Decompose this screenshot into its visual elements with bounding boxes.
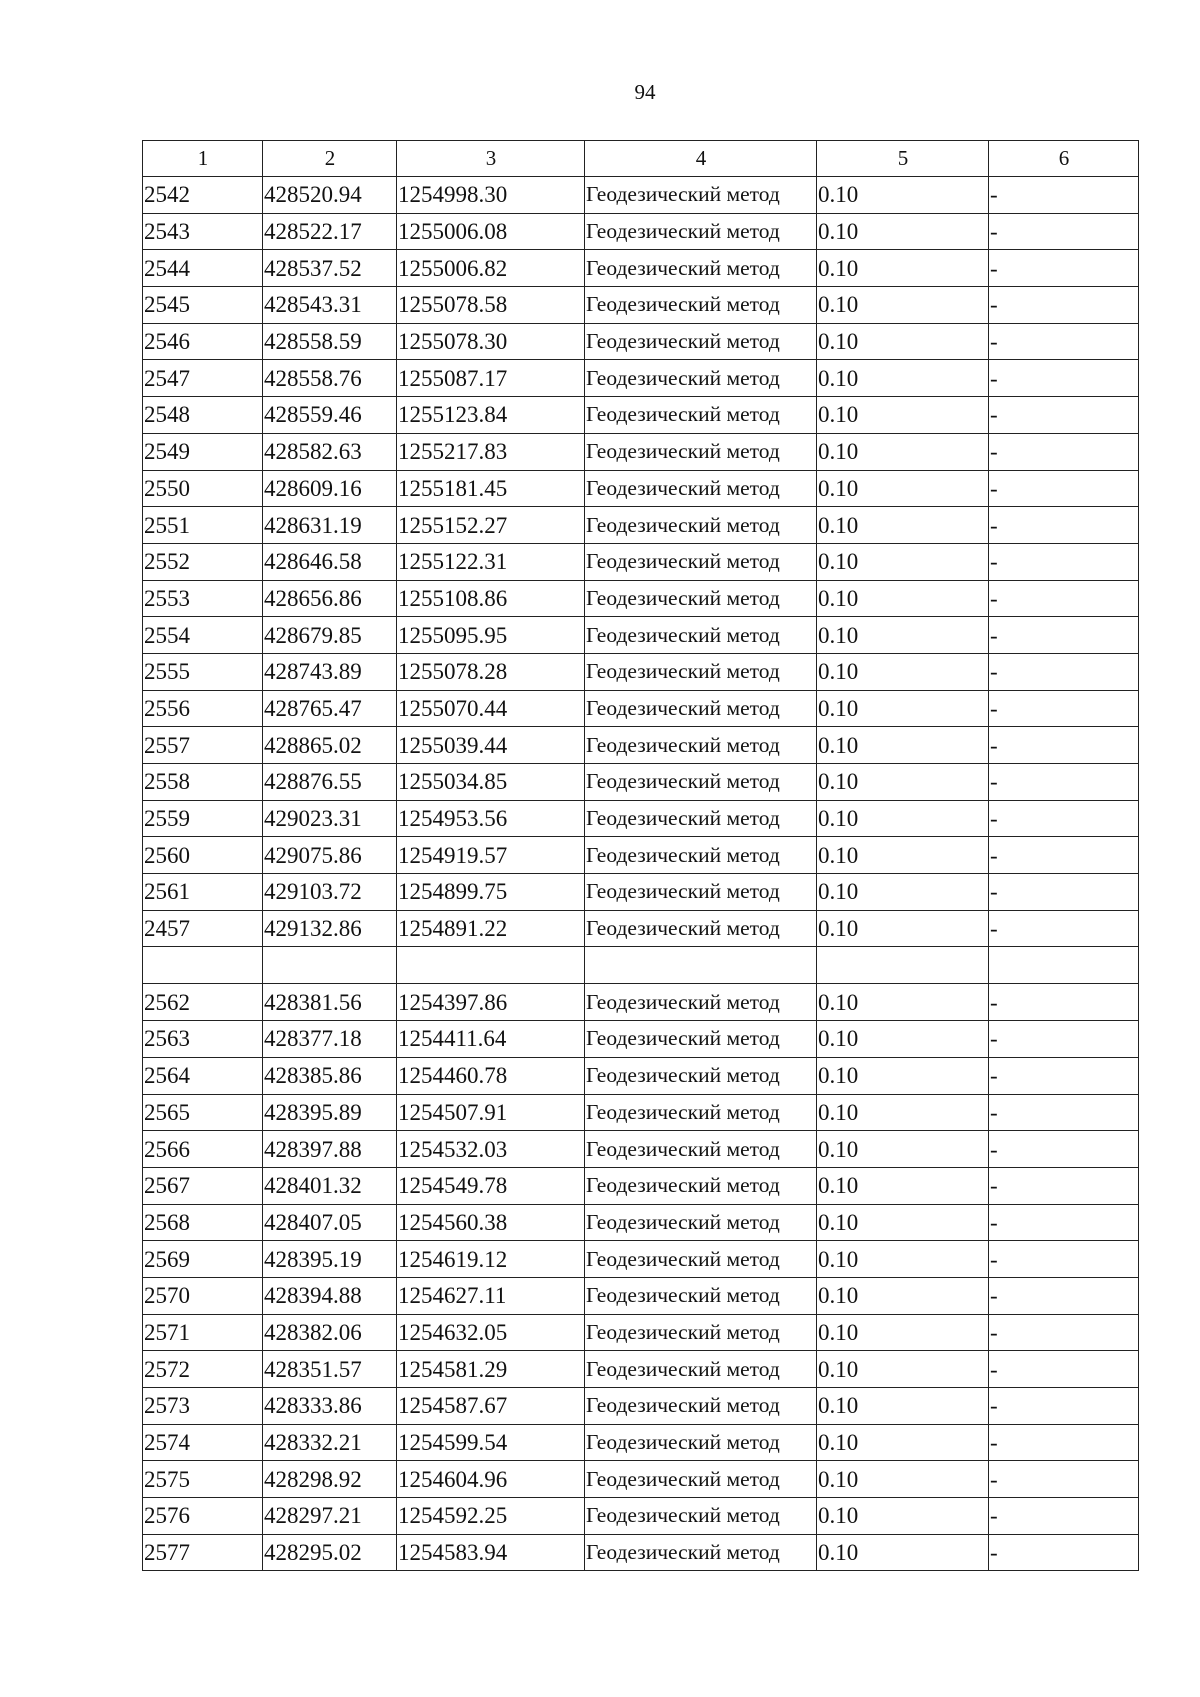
point-number-cell: 2548	[143, 397, 263, 434]
table-row	[143, 837, 1139, 874]
x-coordinate-cell: 429075.86	[263, 837, 397, 874]
point-number-cell: 2568	[143, 1204, 263, 1241]
x-coordinate-cell: 428679.85	[263, 617, 397, 654]
table-row	[143, 984, 1139, 1021]
point-number-cell: 2572	[143, 1351, 263, 1388]
accuracy-cell: 0.10	[817, 1534, 989, 1571]
y-coordinate-cell: 1255087.17	[397, 360, 585, 397]
method-cell: Геодезический метод	[585, 1241, 817, 1278]
y-coordinate-cell: 1255006.08	[397, 213, 585, 250]
note-cell: -	[989, 984, 1139, 1021]
empty-cell	[397, 947, 585, 984]
point-number-cell: 2571	[143, 1314, 263, 1351]
y-coordinate-cell: 1255078.28	[397, 653, 585, 690]
empty-cell	[143, 947, 263, 984]
point-number-cell: 2561	[143, 874, 263, 911]
method-cell: Геодезический метод	[585, 250, 817, 287]
point-number-cell: 2563	[143, 1021, 263, 1058]
point-number-cell: 2557	[143, 727, 263, 764]
accuracy-cell: 0.10	[817, 727, 989, 764]
x-coordinate-cell: 428631.19	[263, 507, 397, 544]
note-cell: -	[989, 1167, 1139, 1204]
note-cell: -	[989, 1424, 1139, 1461]
note-cell: -	[989, 1534, 1139, 1571]
point-number-cell: 2576	[143, 1498, 263, 1535]
empty-cell	[817, 947, 989, 984]
x-coordinate-cell: 428395.19	[263, 1241, 397, 1278]
group-separator-row	[143, 947, 1139, 984]
table-row	[143, 397, 1139, 434]
x-coordinate-cell: 428351.57	[263, 1351, 397, 1388]
y-coordinate-cell: 1255181.45	[397, 470, 585, 507]
accuracy-cell: 0.10	[817, 360, 989, 397]
y-coordinate-cell: 1254919.57	[397, 837, 585, 874]
note-cell: -	[989, 1241, 1139, 1278]
method-cell: Геодезический метод	[585, 1461, 817, 1498]
accuracy-cell: 0.10	[817, 397, 989, 434]
y-coordinate-cell: 1254592.25	[397, 1498, 585, 1535]
point-number-cell: 2544	[143, 250, 263, 287]
y-coordinate-cell: 1255108.86	[397, 580, 585, 617]
method-cell: Геодезический метод	[585, 617, 817, 654]
accuracy-cell: 0.10	[817, 507, 989, 544]
accuracy-cell: 0.10	[817, 874, 989, 911]
method-cell: Геодезический метод	[585, 1204, 817, 1241]
note-cell: -	[989, 910, 1139, 947]
method-cell: Геодезический метод	[585, 177, 817, 214]
x-coordinate-cell: 428298.92	[263, 1461, 397, 1498]
x-coordinate-cell: 428537.52	[263, 250, 397, 287]
note-cell: -	[989, 1057, 1139, 1094]
note-cell: -	[989, 1204, 1139, 1241]
method-cell: Геодезический метод	[585, 653, 817, 690]
note-cell: -	[989, 507, 1139, 544]
empty-cell	[585, 947, 817, 984]
y-coordinate-cell: 1254604.96	[397, 1461, 585, 1498]
empty-cell	[989, 947, 1139, 984]
method-cell: Геодезический метод	[585, 1314, 817, 1351]
accuracy-cell: 0.10	[817, 1241, 989, 1278]
accuracy-cell: 0.10	[817, 1277, 989, 1314]
point-number-cell: 2551	[143, 507, 263, 544]
y-coordinate-cell: 1255070.44	[397, 690, 585, 727]
y-coordinate-cell: 1255217.83	[397, 433, 585, 470]
method-cell: Геодезический метод	[585, 323, 817, 360]
header-row	[143, 141, 1139, 177]
x-coordinate-cell: 428865.02	[263, 727, 397, 764]
method-cell: Геодезический метод	[585, 1388, 817, 1425]
x-coordinate-cell: 428395.89	[263, 1094, 397, 1131]
point-number-cell: 2575	[143, 1461, 263, 1498]
x-coordinate-cell: 428407.05	[263, 1204, 397, 1241]
accuracy-cell: 0.10	[817, 1094, 989, 1131]
method-cell: Геодезический метод	[585, 910, 817, 947]
accuracy-cell: 0.10	[817, 323, 989, 360]
note-cell: -	[989, 837, 1139, 874]
column-header-5: 5	[817, 141, 989, 177]
point-number-cell: 2570	[143, 1277, 263, 1314]
y-coordinate-cell: 1254411.64	[397, 1021, 585, 1058]
method-cell: Геодезический метод	[585, 1424, 817, 1461]
x-coordinate-cell: 428397.88	[263, 1131, 397, 1168]
y-coordinate-cell: 1254599.54	[397, 1424, 585, 1461]
point-number-cell: 2566	[143, 1131, 263, 1168]
accuracy-cell: 0.10	[817, 580, 989, 617]
x-coordinate-cell: 428559.46	[263, 397, 397, 434]
method-cell: Геодезический метод	[585, 470, 817, 507]
table-row	[143, 727, 1139, 764]
table-row	[143, 1094, 1139, 1131]
y-coordinate-cell: 1254507.91	[397, 1094, 585, 1131]
accuracy-cell: 0.10	[817, 543, 989, 580]
note-cell: -	[989, 617, 1139, 654]
x-coordinate-cell: 428377.18	[263, 1021, 397, 1058]
x-coordinate-cell: 428333.86	[263, 1388, 397, 1425]
method-cell: Геодезический метод	[585, 764, 817, 801]
method-cell: Геодезический метод	[585, 837, 817, 874]
x-coordinate-cell: 428743.89	[263, 653, 397, 690]
y-coordinate-cell: 1255095.95	[397, 617, 585, 654]
y-coordinate-cell: 1254532.03	[397, 1131, 585, 1168]
table-row	[143, 1204, 1139, 1241]
x-coordinate-cell: 429132.86	[263, 910, 397, 947]
accuracy-cell: 0.10	[817, 1388, 989, 1425]
x-coordinate-cell: 428765.47	[263, 690, 397, 727]
note-cell: -	[989, 1277, 1139, 1314]
column-header-6: 6	[989, 141, 1139, 177]
method-cell: Геодезический метод	[585, 800, 817, 837]
x-coordinate-cell: 428558.76	[263, 360, 397, 397]
accuracy-cell: 0.10	[817, 470, 989, 507]
empty-cell	[263, 947, 397, 984]
y-coordinate-cell: 1254627.11	[397, 1277, 585, 1314]
page-number: 94	[634, 80, 656, 104]
table-row	[143, 360, 1139, 397]
method-cell: Геодезический метод	[585, 1057, 817, 1094]
method-cell: Геодезический метод	[585, 874, 817, 911]
method-cell: Геодезический метод	[585, 1351, 817, 1388]
table-row	[143, 617, 1139, 654]
method-cell: Геодезический метод	[585, 1534, 817, 1571]
point-number-cell: 2552	[143, 543, 263, 580]
note-cell: -	[989, 800, 1139, 837]
accuracy-cell: 0.10	[817, 287, 989, 324]
point-number-cell: 2457	[143, 910, 263, 947]
accuracy-cell: 0.10	[817, 764, 989, 801]
column-header-1: 1	[143, 141, 263, 177]
table-row	[143, 764, 1139, 801]
x-coordinate-cell: 428394.88	[263, 1277, 397, 1314]
method-cell: Геодезический метод	[585, 360, 817, 397]
table-body	[143, 177, 1139, 1571]
accuracy-cell: 0.10	[817, 984, 989, 1021]
method-cell: Геодезический метод	[585, 690, 817, 727]
table-row	[143, 287, 1139, 324]
point-number-cell: 2553	[143, 580, 263, 617]
note-cell: -	[989, 177, 1139, 214]
x-coordinate-cell: 428558.59	[263, 323, 397, 360]
accuracy-cell: 0.10	[817, 213, 989, 250]
y-coordinate-cell: 1255078.30	[397, 323, 585, 360]
accuracy-cell: 0.10	[817, 617, 989, 654]
note-cell: -	[989, 360, 1139, 397]
point-number-cell: 2564	[143, 1057, 263, 1094]
accuracy-cell: 0.10	[817, 837, 989, 874]
table-row	[143, 1461, 1139, 1498]
y-coordinate-cell: 1254891.22	[397, 910, 585, 947]
table-row	[143, 1424, 1139, 1461]
method-cell: Геодезический метод	[585, 1131, 817, 1168]
y-coordinate-cell: 1254581.29	[397, 1351, 585, 1388]
table-row	[143, 1351, 1139, 1388]
point-number-cell: 2543	[143, 213, 263, 250]
y-coordinate-cell: 1255123.84	[397, 397, 585, 434]
x-coordinate-cell: 428646.58	[263, 543, 397, 580]
x-coordinate-cell: 428385.86	[263, 1057, 397, 1094]
accuracy-cell: 0.10	[817, 1204, 989, 1241]
table-row	[143, 800, 1139, 837]
note-cell: -	[989, 690, 1139, 727]
note-cell: -	[989, 874, 1139, 911]
column-header-2: 2	[263, 141, 397, 177]
y-coordinate-cell: 1254560.38	[397, 1204, 585, 1241]
note-cell: -	[989, 1314, 1139, 1351]
table-row	[143, 1277, 1139, 1314]
y-coordinate-cell: 1255122.31	[397, 543, 585, 580]
column-header-4: 4	[585, 141, 817, 177]
point-number-cell: 2574	[143, 1424, 263, 1461]
table-row	[143, 507, 1139, 544]
x-coordinate-cell: 428401.32	[263, 1167, 397, 1204]
x-coordinate-cell: 428543.31	[263, 287, 397, 324]
method-cell: Геодезический метод	[585, 1498, 817, 1535]
coordinates-table	[142, 140, 1139, 1571]
table-row	[143, 1388, 1139, 1425]
table-row	[143, 323, 1139, 360]
note-cell: -	[989, 764, 1139, 801]
x-coordinate-cell: 428520.94	[263, 177, 397, 214]
note-cell: -	[989, 470, 1139, 507]
y-coordinate-cell: 1254899.75	[397, 874, 585, 911]
y-coordinate-cell: 1254460.78	[397, 1057, 585, 1094]
note-cell: -	[989, 1388, 1139, 1425]
point-number-cell: 2556	[143, 690, 263, 727]
y-coordinate-cell: 1255006.82	[397, 250, 585, 287]
table-row	[143, 1534, 1139, 1571]
note-cell: -	[989, 653, 1139, 690]
method-cell: Геодезический метод	[585, 580, 817, 617]
note-cell: -	[989, 543, 1139, 580]
table-header	[143, 141, 1139, 177]
point-number-cell: 2558	[143, 764, 263, 801]
note-cell: -	[989, 580, 1139, 617]
y-coordinate-cell: 1254397.86	[397, 984, 585, 1021]
y-coordinate-cell: 1255152.27	[397, 507, 585, 544]
accuracy-cell: 0.10	[817, 1167, 989, 1204]
note-cell: -	[989, 1351, 1139, 1388]
method-cell: Геодезический метод	[585, 507, 817, 544]
accuracy-cell: 0.10	[817, 1351, 989, 1388]
point-number-cell: 2559	[143, 800, 263, 837]
accuracy-cell: 0.10	[817, 250, 989, 287]
point-number-cell: 2560	[143, 837, 263, 874]
table-row	[143, 910, 1139, 947]
x-coordinate-cell: 428656.86	[263, 580, 397, 617]
method-cell: Геодезический метод	[585, 984, 817, 1021]
table-row	[143, 543, 1139, 580]
y-coordinate-cell: 1254998.30	[397, 177, 585, 214]
y-coordinate-cell: 1254549.78	[397, 1167, 585, 1204]
table-row	[143, 1498, 1139, 1535]
table-row	[143, 1131, 1139, 1168]
method-cell: Геодезический метод	[585, 1094, 817, 1131]
x-coordinate-cell: 428522.17	[263, 213, 397, 250]
column-header-3: 3	[397, 141, 585, 177]
table-row	[143, 1167, 1139, 1204]
accuracy-cell: 0.10	[817, 1314, 989, 1351]
method-cell: Геодезический метод	[585, 213, 817, 250]
method-cell: Геодезический метод	[585, 433, 817, 470]
accuracy-cell: 0.10	[817, 433, 989, 470]
y-coordinate-cell: 1254587.67	[397, 1388, 585, 1425]
note-cell: -	[989, 287, 1139, 324]
point-number-cell: 2565	[143, 1094, 263, 1131]
y-coordinate-cell: 1254583.94	[397, 1534, 585, 1571]
accuracy-cell: 0.10	[817, 1021, 989, 1058]
table-row	[143, 690, 1139, 727]
accuracy-cell: 0.10	[817, 1461, 989, 1498]
method-cell: Геодезический метод	[585, 1021, 817, 1058]
y-coordinate-cell: 1254619.12	[397, 1241, 585, 1278]
point-number-cell: 2546	[143, 323, 263, 360]
y-coordinate-cell: 1255034.85	[397, 764, 585, 801]
note-cell: -	[989, 433, 1139, 470]
accuracy-cell: 0.10	[817, 653, 989, 690]
x-coordinate-cell: 429023.31	[263, 800, 397, 837]
method-cell: Геодезический метод	[585, 1277, 817, 1314]
point-number-cell: 2550	[143, 470, 263, 507]
note-cell: -	[989, 250, 1139, 287]
method-cell: Геодезический метод	[585, 287, 817, 324]
point-number-cell: 2573	[143, 1388, 263, 1425]
x-coordinate-cell: 428381.56	[263, 984, 397, 1021]
table-row	[143, 433, 1139, 470]
note-cell: -	[989, 397, 1139, 434]
table-row	[143, 213, 1139, 250]
table-row	[143, 874, 1139, 911]
table-row	[143, 1021, 1139, 1058]
method-cell: Геодезический метод	[585, 1167, 817, 1204]
x-coordinate-cell: 428609.16	[263, 470, 397, 507]
method-cell: Геодезический метод	[585, 727, 817, 764]
y-coordinate-cell: 1254632.05	[397, 1314, 585, 1351]
note-cell: -	[989, 727, 1139, 764]
table-row	[143, 1057, 1139, 1094]
method-cell: Геодезический метод	[585, 397, 817, 434]
method-cell: Геодезический метод	[585, 543, 817, 580]
x-coordinate-cell: 428295.02	[263, 1534, 397, 1571]
point-number-cell: 2562	[143, 984, 263, 1021]
table-row	[143, 177, 1139, 214]
point-number-cell: 2567	[143, 1167, 263, 1204]
x-coordinate-cell: 428332.21	[263, 1424, 397, 1461]
note-cell: -	[989, 1498, 1139, 1535]
accuracy-cell: 0.10	[817, 1424, 989, 1461]
note-cell: -	[989, 213, 1139, 250]
accuracy-cell: 0.10	[817, 910, 989, 947]
point-number-cell: 2542	[143, 177, 263, 214]
accuracy-cell: 0.10	[817, 1498, 989, 1535]
table-row	[143, 580, 1139, 617]
x-coordinate-cell: 428582.63	[263, 433, 397, 470]
point-number-cell: 2555	[143, 653, 263, 690]
y-coordinate-cell: 1255039.44	[397, 727, 585, 764]
note-cell: -	[989, 323, 1139, 360]
accuracy-cell: 0.10	[817, 800, 989, 837]
y-coordinate-cell: 1254953.56	[397, 800, 585, 837]
table-row	[143, 250, 1139, 287]
point-number-cell: 2554	[143, 617, 263, 654]
note-cell: -	[989, 1461, 1139, 1498]
point-number-cell: 2545	[143, 287, 263, 324]
point-number-cell: 2547	[143, 360, 263, 397]
x-coordinate-cell: 428297.21	[263, 1498, 397, 1535]
accuracy-cell: 0.10	[817, 177, 989, 214]
note-cell: -	[989, 1094, 1139, 1131]
table-row	[143, 1314, 1139, 1351]
note-cell: -	[989, 1021, 1139, 1058]
point-number-cell: 2549	[143, 433, 263, 470]
table-row	[143, 1241, 1139, 1278]
point-number-cell: 2577	[143, 1534, 263, 1571]
accuracy-cell: 0.10	[817, 1131, 989, 1168]
accuracy-cell: 0.10	[817, 1057, 989, 1094]
point-number-cell: 2569	[143, 1241, 263, 1278]
x-coordinate-cell: 428876.55	[263, 764, 397, 801]
x-coordinate-cell: 429103.72	[263, 874, 397, 911]
accuracy-cell: 0.10	[817, 690, 989, 727]
note-cell: -	[989, 1131, 1139, 1168]
x-coordinate-cell: 428382.06	[263, 1314, 397, 1351]
y-coordinate-cell: 1255078.58	[397, 287, 585, 324]
table-row	[143, 653, 1139, 690]
table-row	[143, 470, 1139, 507]
